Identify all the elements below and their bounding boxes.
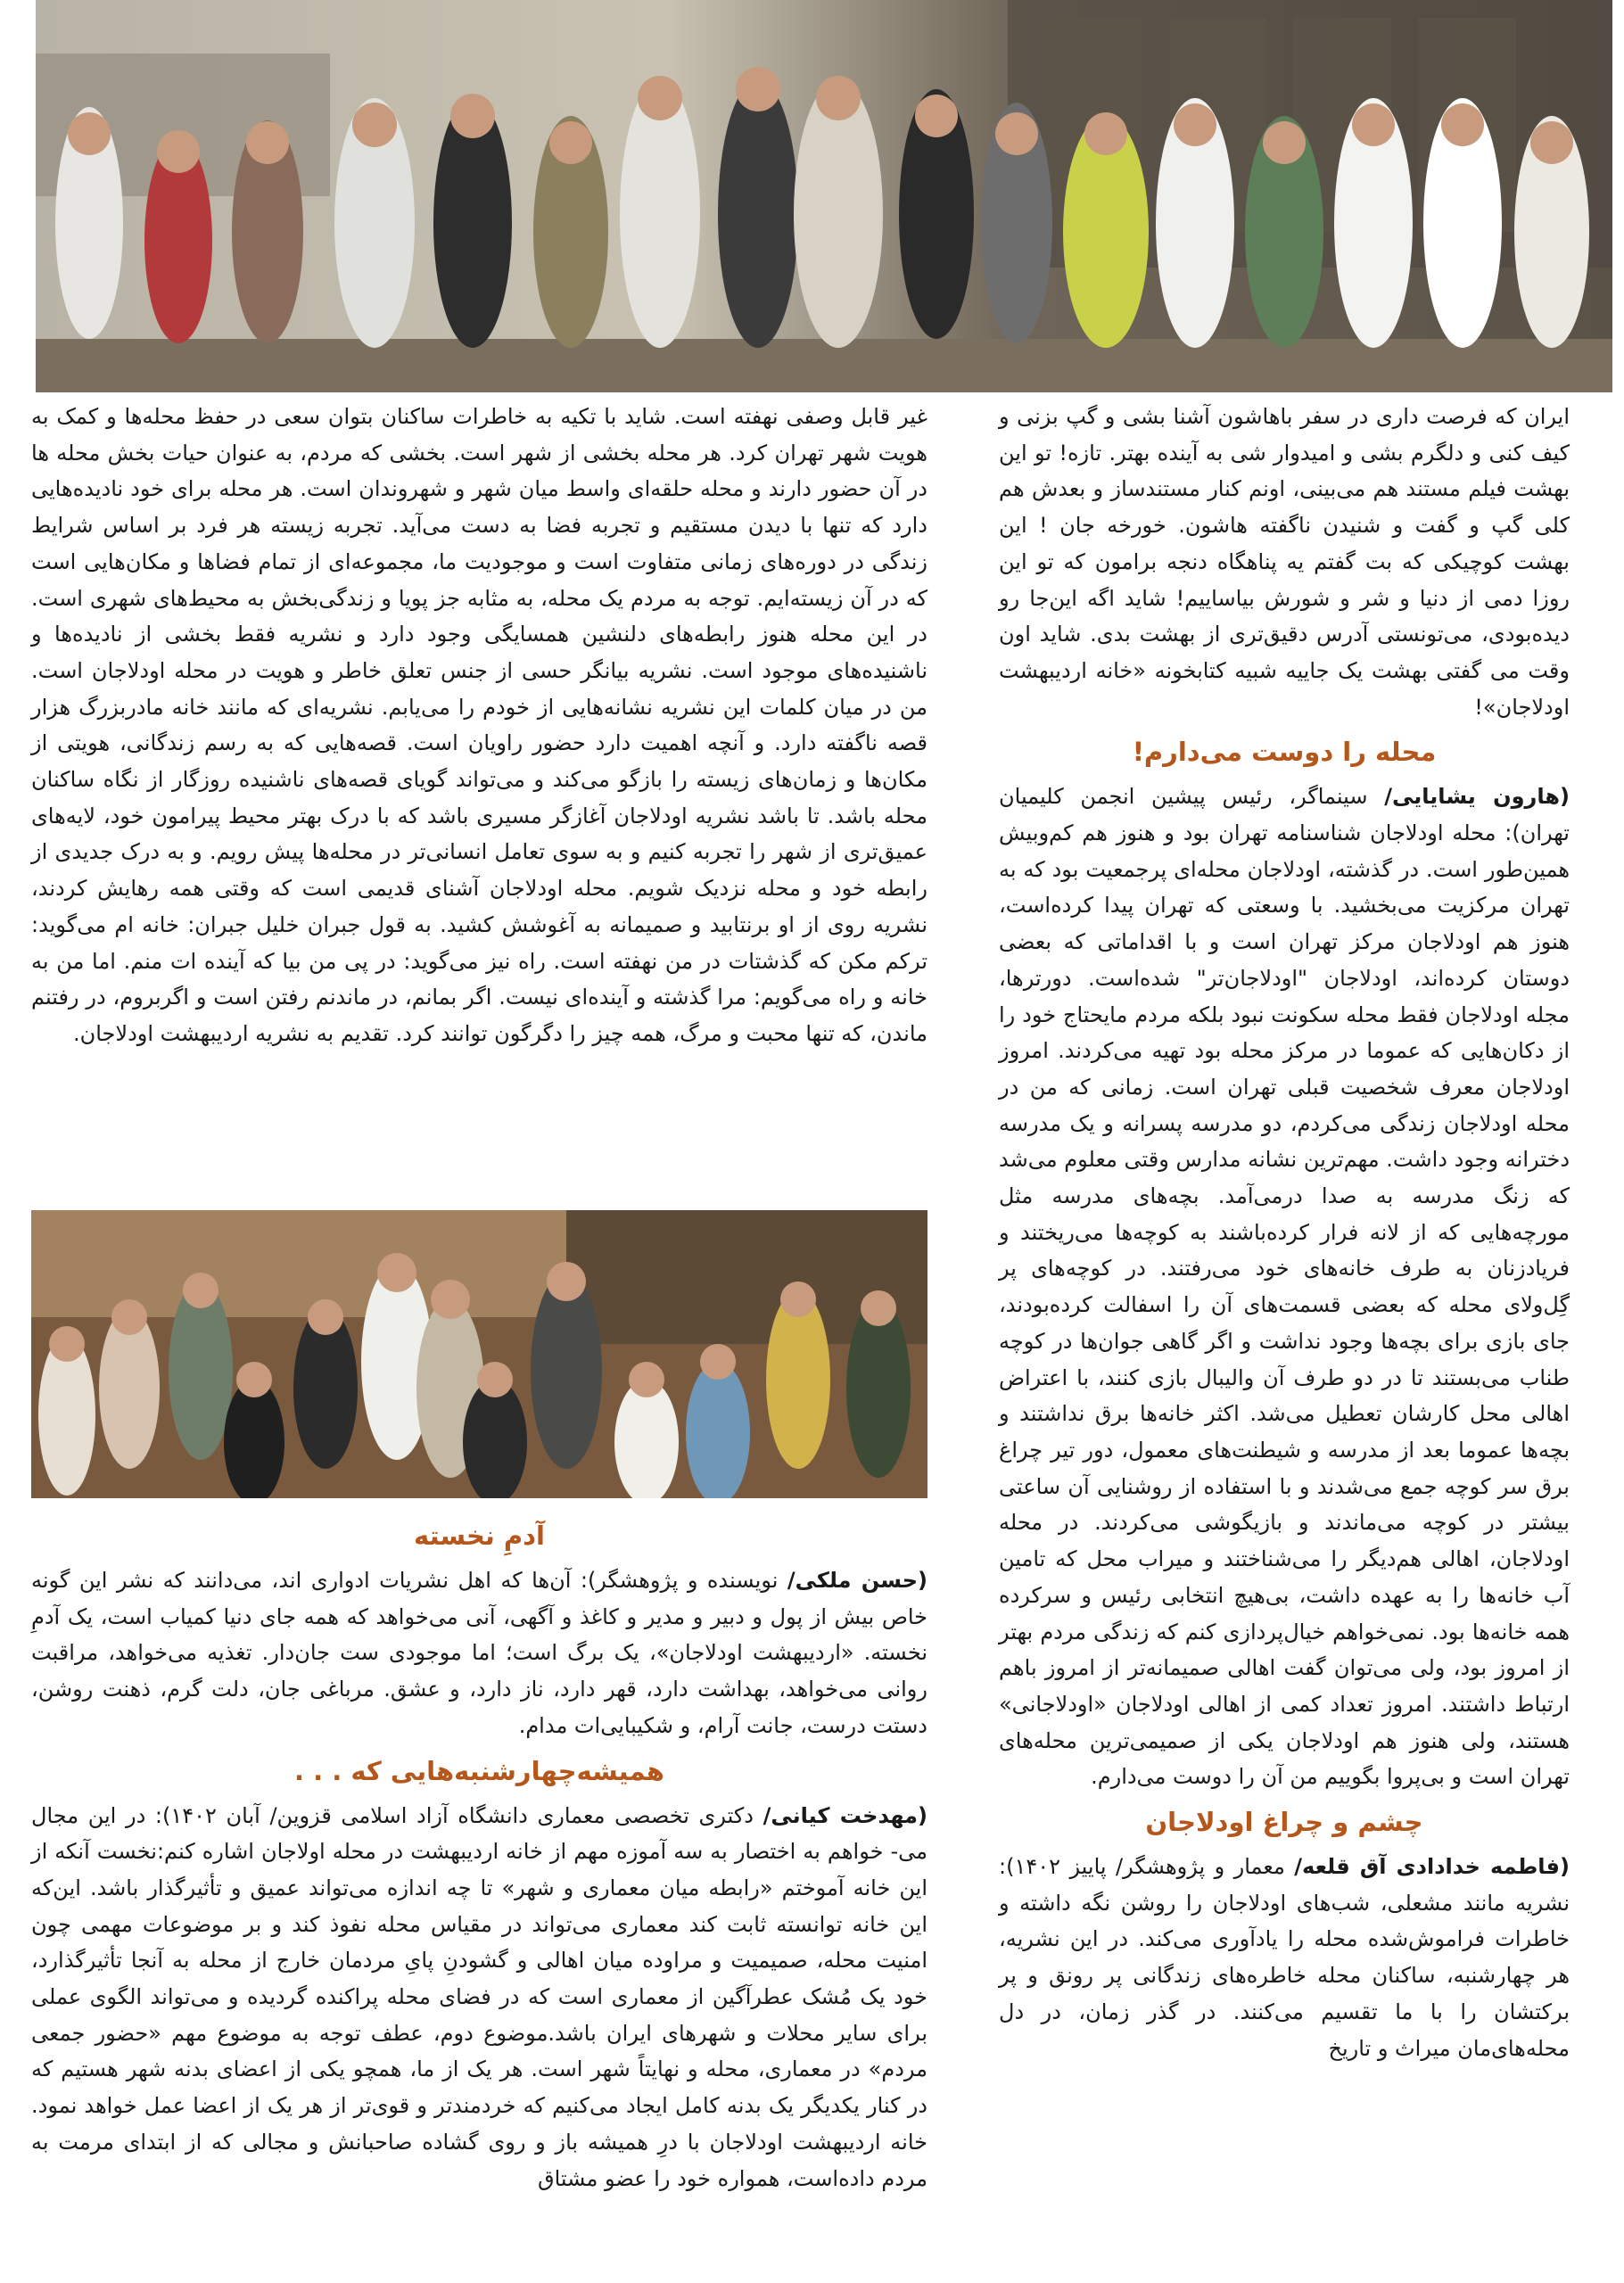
khodadadi-lead: (فاطمه خدادادی آق قلعه/ [1294, 1854, 1570, 1880]
right-intro-paragraph: ایران که فرصت داری در سفر باهاشون آشنا بشی و گپ بزنی و کیف کنی و دلگرم بشی و امیدوار شی به آینده بهتر. تازه! تو این بهشت فیلم مستند هم می‌بینی، اونم کنار مستندساز و بعدش هم کلی گپ و گفت و شنیدن ناگفته هاشون. خورخه جان ! این بهشت کوچیکی که بت گفتم یه پناهگاه دنجه برامون که تو این روزا دمی از دنیا و شر و شورش بیاساییم! شاید اگه این‌جا رو دیده‌بودی، می‌تونستی آدرس دقیق‌تری از بهشت بدی. شاید اون وقت می گفتی بهشت یک جاییه شبیه کتابخونه «خانه اردیبهشت اودلاجان»! [999, 404, 1570, 720]
maleki-paragraph [31, 1562, 927, 1744]
heading-chaharshanbe: همیشه‌چهارشنبه‌هایی که . . . [293, 1755, 664, 1786]
kiani-lead: (مهدخت کیانی/ [763, 1802, 928, 1828]
kiani-body: دکتری تخصصی معماری دانشگاه آزاد اسلامی قزوین/ آبان ۱۴۰۲): در این مجال می- خواهم به اختصار به سه آموزه مهم از خانه اردیبهشت در محله اولاجان اشاره کنم:نخست آنکه از این خانه آموختم «رابطه میان معماری و شهر» تا چه اندازه می‌تواند عمیق و تأثیرگذار باشد. این‌که این خانه توانسته ثابت کند معماری می‌تواند در مقیاس محله نفوذ کند و بر موضوعات مهمی چون امنیت محله، صمیمیت و مراوده میان اهالی و گشودنِ پایِ مردمان خارج از محله به آنجا تأثیرگذارد، خود یک مُشک عطرآگین از معماری است که در فضای محله پراکنده گردیده و می‌تواند الگوی عملی برای سایر محلات و شهرهای ایران باشد.موضوع دوم، عطف توجه به موضوع مهم «حضور جمعی مردم» در معماری، محله و نهایتاً شهر است. هر یک از ما، همچو یکی از اعضای بدنه شهر هستیم که در کنار یکدیگر یک بدنه کامل ایجاد می‌کنیم که خردمندتر و قوی‌تر از هر یک از اعضا عمل خواهد نمود. خانه اردیبهشت اودلاجان با درِ همیشه باز و روی گشاده صاحبانش و مجالی که از ابتدای مرمت به مردم داده‌است، همواره خود را عضو مشتاق [31, 1802, 927, 2191]
khodadadi-body: معمار و پژوهشگر/ پاییز ۱۴۰۲): نشریه مانند مشعلی، شب‌های اودلاجان را روشن نگه داشته و خاطرات فراموش‌شده محله را یادآوری می‌کند. در این نشریه، هر چهارشنبه، ساکنان محله خاطره‌های زندگانی پر رونق و پر برکتشان را با ما تقسیم می‌کنند. در گذر زمان، در دل محله‌های‌مان میراث و تاریخ [999, 1854, 1570, 2061]
middle-photo [31, 1210, 927, 1498]
yeshaei-paragraph [999, 779, 1570, 1795]
maleki-body: نویسنده و پژوهشگر): آن‌ها که اهل نشریات ادواری اند، می‌دانند که نشر این گونه خاص بیش از پول و دبیر و مدیر و کاغذ و آگهی، آنی می‌خواهد که همه جای دنیا کمیاب است، یک آدمِ نخسته. «اردیبهشت اودلاجان»، یک برگ است؛ اما موجودی ست جان‌دار. تغذیه می‌خواهد، مراقبت روانی می‌خواهد، بهداشت دارد، قهر دارد، ناز دارد، و عشق. مرباغی جان، دلت گرم، ذهنت روشن، دستت درست، جانت آرام، و شکیبایی‌ات مدام. [31, 1568, 927, 1738]
kiani-paragraph [31, 1798, 927, 2197]
left-bottom-column [31, 1509, 927, 2196]
maleki-lead: (حسن ملکی/ [787, 1568, 927, 1593]
khodadadi-paragraph [999, 1849, 1570, 2066]
top-photo [36, 0, 1612, 392]
heading-cheshm-cheragh: چشم و چراغ اودلاجان [1145, 1807, 1423, 1838]
heading-adam-nakhaste: آدمِ نخسته [414, 1521, 545, 1551]
right-column [999, 399, 1570, 2066]
heading-mahalle: محله را دوست می‌دارم! [1132, 737, 1437, 768]
yeshaei-body: سینماگر، رئیس پیشین انجمن کلیمیان تهران): محله اودلاجان شناسنامه تهران بود و هنوز هم کم‌وبیش همین‌طور است. در گذشته، اودلاجان محله‌ای پرجمعیت بود که به تهران مرکزیت می‌بخشید. با وسعتی که تهران پیدا کرده‌است، هنوز هم اودلاجان مرکز تهران است و با اقداماتی که بعضی دوستان کرده‌اند، اودلاجان "اودلاجان‌تر" شده‌است. دورترها، مجله اودلاجان فقط محله سکونت نبود بلکه مردم مایحتاج خود را از دکان‌هایی که عموما در مرکز محله بود تهیه می‌کردند. امروز اودلاجان معرف شخصیت قبلی تهران است. زمانی که من در محله اودلاجان زندگی می‌کردم، دو مدرسه پسرانه و یک مدرسه دخترانه وجود داشت. مهم‌ترین نشانه مدارس وقتی معلوم می‌شد که زنگ مدرسه به صدا درمی‌آمد. بچه‌های مدرسه مثل مورچه‌هایی که از لانه فرار کرده‌باشند به کوچه‌ها می‌ریختند و فریادزنان به طرف خانه‌های خود می‌رفتند. در کوچه‌های پر گِل‌ولای محله که بعضی قسمت‌های آن را اسفالت کرده‌بودند، جای بازی برای بچه‌ها وجود نداشت و اگر گاهی جوان‌ها در کوچه طناب می‌بستند تا در دو طرف آن والیبال بازی کنند، با اعتراض اهالی محل کارشان تعطیل می‌شد. اکثر خانه‌ها برق نداشتند و بچه‌ها عموما بعد از مدرسه و شیطنت‌های معمول، دور تیر چراغ برق سر کوچه جمع می‌شدند و با استفاده از روشنایی آن ساعتی بیشتر در کوچه می‌ماندند و بازیگوشی می‌کردند. در محله اودلاجان، اهالی هم‌دیگر را می‌شناختند و میراب محل که تامین آب خانه‌ها را به عهده داشت، بی‌هیچ انتخابی رئیس و سرکرده همه خانه‌ها بود. نمی‌خواهم خیال‌پردازی کنم که زندگی مردم بهتر از امروز بود، ولی می‌توان گفت اهالی صمیمانه‌تر از امروز باهم ارتباط داشتند. امروز تعداد کمی از اهالی اودلاجان «اودلاجانی» هستند، ولی هنوز هم اودلاجان یکی از صمیمی‌ترین محله‌های تهران است و بی‌پروا بگوییم من آن را دوست می‌دارم. [999, 784, 1570, 1790]
left-top-column [31, 399, 927, 1052]
yeshaei-lead: (هارون یشایایی/ [1384, 784, 1570, 810]
left-top-paragraph: غیر قابل وصفی نهفته است. شاید با تکیه به خاطرات ساکنان بتوان سعی در حفظ محله‌ها و کمک به هویت شهر تهران کرد. هر محله بخشی از شهر است. بخشی که مردم، به عنوان حیات بخش محله ها در آن حضور دارند و محله حلقه‌ای واسط میان شهر و شهروندان است. هر محله برای خود نادیده‌هایی دارد که تنها با دیدن مستقیم و تجربه فضا به دست می‌آید. تجربه زیسته هر فرد بر اساس شرایط زندگی در دوره‌های زمانی متفاوت است و موجودیت ما، مجموعه‌ای از تمام فضاها و مکان‌هایی است که در آن زیسته‌ایم. توجه به مردم یک محله، به مثابه جز پویا و زندگی‌بخش به محیط‌های شهری است. در این محله هنوز رابطه‌های دلنشین همسایگی وجود دارد و نشریه فقط بخشی از نادیده‌ها و ناشنیده‌های موجود است. نشریه بیانگر حسی از جنس تعلق خاطر و هویت در محله اودلاجان است. من در میان کلمات این نشریه نشانه‌هایی از خودم را می‌یابم. نشریه‌ای که مانند خانه مادربزرگ هزار قصه ناگفته دارد. و آنچه اهمیت دارد حضور راویان است. قصه‌هایی که به رسم زندگانی، هویتی از مکان‌ها و زمان‌های زیسته را بازگو می‌کند و می‌تواند گویای قصه‌های ناشنیده روزگار از نگاه ساکنان محله باشد. تا باشد نشریه اودلاجان آغازگر مسیری باشد که با درک بهتر محیط پیرامون خود، لایه‌های عمیق‌تری از شهر را تجربه کنیم و به سوی تعامل انسانی‌تر در محله‌ها پیش رویم. و به درک جدیدی از رابطه خود و محله نزدیک شویم. محله اودلاجان آشنای قدیمی است که وقتی همه رهایش کردند، نشریه روی از او برنتابید و صمیمانه به آغوشش کشید. به قول جبران خلیل جبران: خانه ام می‌گوید: ترکم مکن که گذشتات در من نهفته است. راه نیز می‌گوید: در پی من بیا که آینده ات منم. اما من به خانه و راه می‌گویم: مرا گذشته و آینده‌ای نیست. اگر بمانم، در ماندنم رفتن است و اگربروم، در رفتنم ماندن، که تنها محبت و مرگ، همه چیز را دگرگون توانند کرد. تقدیم به نشریه اردیبهشت اودلاجان. [31, 404, 927, 1046]
